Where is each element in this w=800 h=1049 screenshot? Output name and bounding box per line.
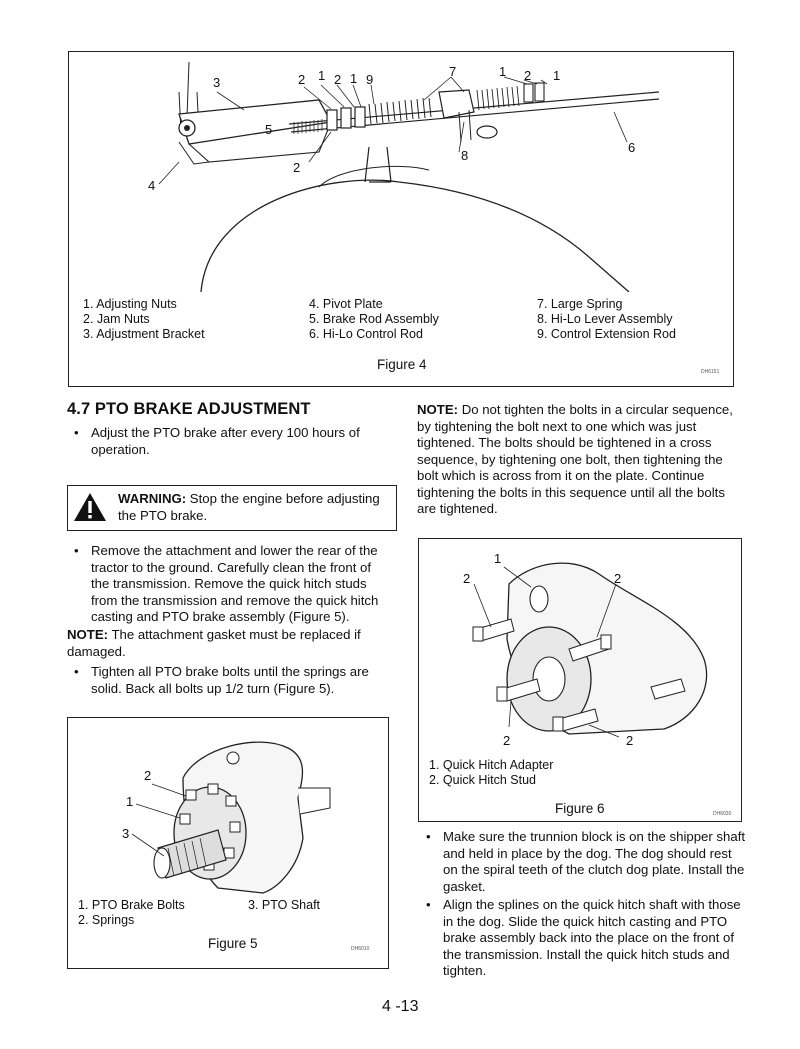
legend-item: 2. Quick Hitch Stud <box>429 773 536 787</box>
hi-lo-lever <box>439 90 474 118</box>
figure-4-code: DH6151 <box>701 369 720 375</box>
legend-item: 1. Quick Hitch Adapter <box>429 758 554 772</box>
bullet-item <box>74 425 384 459</box>
figure-6-code: DH6030 <box>713 811 732 817</box>
legend-item: 6. Hi-Lo Control Rod <box>309 327 423 341</box>
figure-4-legend-col1 <box>83 297 205 342</box>
note-tightening-sequence <box>417 402 742 518</box>
legend-item: 7. Large Spring <box>537 297 623 311</box>
hood-outline <box>201 180 629 292</box>
warning-triangle-icon <box>73 492 107 522</box>
bullet-text: Make sure the trunnion block is on the shipper shaft and held in place by the dog. The dog should rest on the spiral teeth of the clutch dog plate. Install the gasket. <box>443 829 746 894</box>
bullet-item <box>426 829 746 895</box>
legend-item: 3. Adjustment Bracket <box>83 327 205 341</box>
legend-item: 2. Jam Nuts <box>83 312 150 326</box>
bullet-item <box>74 543 384 627</box>
bullet-dot: • <box>426 897 431 912</box>
fig6-callout-2c: 2 <box>503 733 511 748</box>
figure-5-code: DH6010 <box>351 946 370 952</box>
figure-5-legend-col1 <box>78 898 185 928</box>
bullet-item <box>426 897 746 981</box>
page-number: 4 -13 <box>382 998 419 1015</box>
fig4-callout-4: 4 <box>148 178 156 193</box>
warning-label: WARNING: <box>118 491 187 506</box>
legend-item: 8. Hi-Lo Lever Assembly <box>537 312 673 326</box>
legend-item: 2. Springs <box>78 913 135 927</box>
fig5-callout-3: 3 <box>122 826 130 841</box>
figure-6-caption: Figure 6 <box>555 801 605 816</box>
figure-4-box <box>68 51 734 387</box>
bullet-item <box>74 664 384 698</box>
figure-5-legend-col2 <box>248 898 320 913</box>
fig4-callout-2d: 2 <box>293 160 301 175</box>
fig4-callout-8: 8 <box>461 148 469 163</box>
fig4-callout-2b: 2 <box>334 72 342 87</box>
figure-6-illustration <box>419 539 741 754</box>
figure-4-caption: Figure 4 <box>377 357 427 372</box>
bullet-dot: • <box>426 829 431 844</box>
fig4-callout-6: 6 <box>628 140 636 155</box>
legend-item: 3. PTO Shaft <box>248 898 321 912</box>
figure-6-box <box>418 538 742 822</box>
figure-4-illustration <box>69 52 733 292</box>
note-label: NOTE: <box>67 627 109 642</box>
fig5-callout-1: 1 <box>126 794 134 809</box>
figure-5-caption: Figure 5 <box>208 936 258 951</box>
fig4-callout-1c: 1 <box>499 64 507 79</box>
warning-text <box>118 491 390 524</box>
legend-item: 1. Adjusting Nuts <box>83 297 177 311</box>
figure-5-illustration <box>68 718 388 898</box>
fig4-callout-1a: 1 <box>318 68 326 83</box>
note-text: The attachment gasket must be replaced if damaged. <box>67 627 361 659</box>
note-text: Do not tighten the bolts in a circular sequence, by tightening the bolt next to one which was just tightened. The bolts should be tightened in a cross sequence, by tightening one bolt, then tightening the bolt which is across from it on the plate. Continue tightening the bolts in this sequence until all the bolts are tightened. <box>417 402 733 516</box>
bullet-text: Adjust the PTO brake after every 100 hours of operation. <box>91 425 360 457</box>
bullet-text: Remove the attachment and lower the rear of the tractor to the ground. Carefully clean the front of the transmission. Remove the quick hitch studs from the transmission and remove the quick hitch casting and PTO brake assembly (Figure 5). <box>91 543 379 624</box>
fig4-callout-7: 7 <box>449 64 457 79</box>
fig6-callout-2d: 2 <box>626 733 634 748</box>
fig4-callout-3: 3 <box>213 75 221 90</box>
fig6-callout-1: 1 <box>494 551 502 566</box>
fig4-callout-1b: 1 <box>350 71 358 86</box>
bullet-text: Align the splines on the quick hitch shaft with those in the dog. Slide the quick hitch casting and PTO brake assembly back into the place on the front of the transmission. Install the quick hitch studs and tighten. <box>443 897 741 978</box>
legend-item: 9. Control Extension Rod <box>537 327 676 341</box>
fig4-callout-9: 9 <box>366 72 374 87</box>
fig4-callout-5: 5 <box>265 122 273 137</box>
figure-5-box <box>67 717 389 969</box>
figure-4-legend-col3 <box>537 297 676 342</box>
warning-box <box>67 485 397 531</box>
bullet-dot: • <box>74 664 79 679</box>
fig5-callout-2: 2 <box>144 768 152 783</box>
fig6-callout-2b: 2 <box>614 571 622 586</box>
note-label: NOTE: <box>417 402 459 417</box>
figure-4-legend-col2 <box>309 297 439 342</box>
fig4-callout-2c: 2 <box>524 68 532 83</box>
bullet-dot: • <box>74 425 79 440</box>
note-attachment-gasket <box>67 627 387 660</box>
legend-item: 1. PTO Brake Bolts <box>78 898 185 912</box>
bullet-text: Tighten all PTO brake bolts until the springs are solid. Back all bolts up 1/2 turn (Figure 5). <box>91 664 369 696</box>
section-heading: 4.7 PTO BRAKE ADJUSTMENT <box>67 400 311 418</box>
warning-message: Stop the engine before adjusting the PTO brake. <box>118 491 380 523</box>
fig6-callout-2a: 2 <box>463 571 471 586</box>
figure-6-legend <box>429 758 553 788</box>
fig4-callout-2a: 2 <box>298 72 306 87</box>
fig4-callout-1d: 1 <box>553 68 561 83</box>
legend-item: 5. Brake Rod Assembly <box>309 312 439 326</box>
bullet-dot: • <box>74 543 79 558</box>
legend-item: 4. Pivot Plate <box>309 297 383 311</box>
